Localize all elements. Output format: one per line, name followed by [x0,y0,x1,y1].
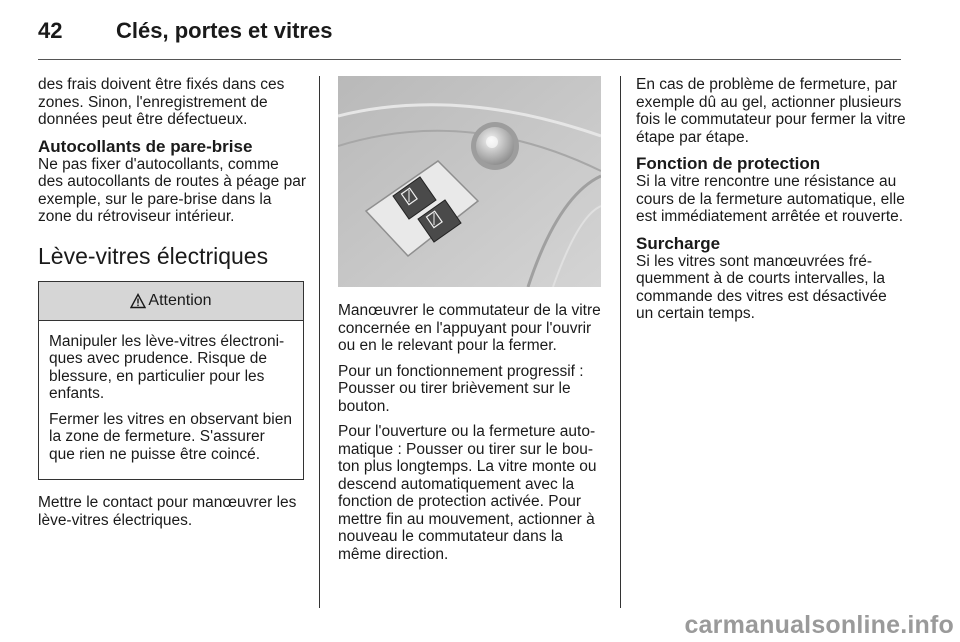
autocollants-paragraph: Ne pas fixer d'autocollants, comme des autocollants de routes à péage par exemple, sur le pare-brise dans la zone du rétroviseur intérieur. [38,155,306,225]
column-left [38,76,306,537]
after-warning-paragraph: Mettre le contact pour manœuvrer les lève-vitres électriques. [38,494,297,529]
door-panel-drawing [338,76,601,287]
operate-paragraph: Manœuvrer le commutateur de la vitre concernée en l'appuyant pour l'ouvrir ou en le relevant pour la fermer. [338,302,601,354]
protection-paragraph: Si la vitre rencontre une résistance au cours de la fermeture automatique, elle est immédiatement arrêtée et rouverte. [636,173,905,225]
warning-paragraph-2: Fermer les vitres en observant bien la zone de fermeture. S'assurer que rien ne puisse être coincé. [49,410,292,463]
progressive-paragraph: Pour un fonctionnement progressif : Pousser ou tirer brièvement sur le bouton. [338,362,584,415]
page-header [38,18,918,48]
protection-heading: Fonction de protection [636,154,821,173]
surcharge-paragraph: Si les vitres sont manœuvrées fréquemment à de courts intervalles, la commande des vitres est désactivée un certain temps. [636,252,887,322]
warning-triangle-icon [130,293,146,309]
intro-paragraph: des frais doivent être fixés dans ces zones. Sinon, l'enregistrement de données peut être défectueux. [38,76,285,128]
warning-header [39,282,303,321]
page-number: 42 [38,18,63,43]
header-divider [38,59,901,60]
column-right [636,76,906,331]
chapter-title: Clés, portes et vitres [116,18,333,43]
window-switch-illustration [338,76,601,287]
surcharge-heading: Surcharge [636,233,721,253]
section-title: Lève-vitres électriques [38,242,269,269]
column-middle [338,76,603,571]
column-divider-2 [620,76,621,608]
autocollants-heading: Autocollants de pare-brise [38,136,253,156]
warning-body [39,321,303,480]
warning-box [38,281,304,481]
warning-paragraph-1: Manipuler les lève-vitres électroniques avec prudence. Risque de blessure, en particulier pour les enfants. [49,332,285,402]
automatic-paragraph: Pour l'ouverture ou la fermeture automatique : Pousser ou tirer sur le bouton plus longtemps. La vitre monte ou descend automatiquement avec la fonction de protection activée. Pour mettre fin au mouvement, actionner à nouveau le commutateur dans la même direction. [338,423,597,563]
warning-title: Attention [148,291,212,309]
column-divider-1 [319,76,320,608]
closing-problem-paragraph: En cas de problème de fermeture, par exemple dû au gel, actionner plusieurs fois le commutateur pour fermer la vitre étape par étape. [636,76,906,146]
watermark: carmanualsonline.info [684,611,954,639]
